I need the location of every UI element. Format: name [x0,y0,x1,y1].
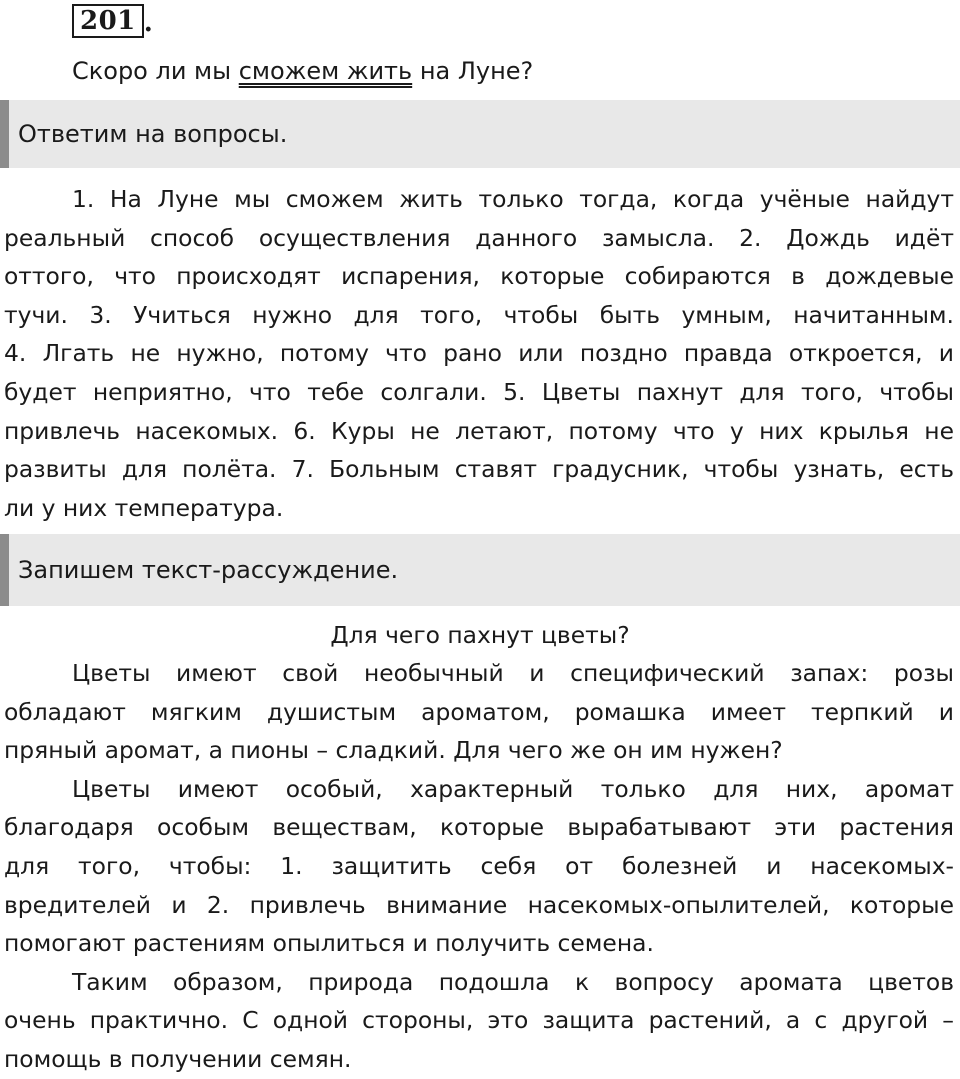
question-underlined-predicate: сможем жить [238,57,413,85]
essay-body [4,654,954,1079]
answers-heading-text: Ответим на вопросы. [18,120,288,148]
essay-line: вредителей и 2. привлечь внимание насекомых-опылителей, которые [4,890,954,919]
answers-line: развиты для полёта. 7. Больным ставят градусник, чтобы узнать, есть [4,455,954,484]
answers-line: будет неприятно, что тебе солгали. 5. Цветы пахнут для того, чтобы [4,377,954,406]
answers-paragraph [4,180,954,527]
answers-line: реальный способ осуществления данного замысла. 2. Дождь идёт [4,223,954,252]
essay-line: Таким образом, природа подошла к вопросу аромата цветов [72,967,954,996]
exercise-number-row [72,4,153,38]
essay-line: Цветы имеют свой необычный и специфический запах: розы [72,659,954,687]
answers-line: привлечь насекомых. 6. Куры не летают, потому что у них крылья не [4,416,954,445]
answers-line: тучи. 3. Учиться нужно для того, чтобы быть умным, начитанным. [4,300,954,329]
question-text-before: Скоро ли мы [72,57,239,85]
answers-line: 4. Лгать не нужно, потому что рано или поздно правда откроется, и [4,339,954,368]
answers-line: оттого, что происходят испарения, которые собираются в дождевые [4,262,954,291]
answers-line: 1. На Луне мы сможем жить только тогда, когда учёные найдут [72,185,954,213]
essay-line: Цветы имеют особый, характерный только для них, аромат [72,774,954,803]
answers-section-heading [0,100,960,168]
essay-line: помогают растениям опылиться и получить семена. [4,929,654,958]
essay-heading-text: Запишем текст-рассуждение. [18,556,399,584]
essay-line: обладают мягким душистым ароматом, ромашка имеет терпкий и [4,697,954,726]
exercise-question [72,54,533,88]
question-text-after: на Луне? [412,57,534,85]
essay-line: пряный аромат, а пионы – сладкий. Для чего же он им нужен? [4,736,783,765]
answers-line: ли у них температура. [4,493,284,522]
essay-line: помощь в получении семян. [4,1044,352,1073]
exercise-number: 201 [72,4,144,38]
essay-line: очень практично. С одной стороны, это защита растений, а с другой – [4,1006,954,1035]
essay-line: благодаря особым веществам, которые вырабатывают эти растения [4,813,954,842]
essay-section-heading [0,534,960,606]
essay-line: для того, чтобы: 1. защитить себя от болезней и насекомых- [4,851,954,880]
essay-title: Для чего пахнут цветы? [330,621,630,649]
exercise-number-dot: . [143,8,153,38]
